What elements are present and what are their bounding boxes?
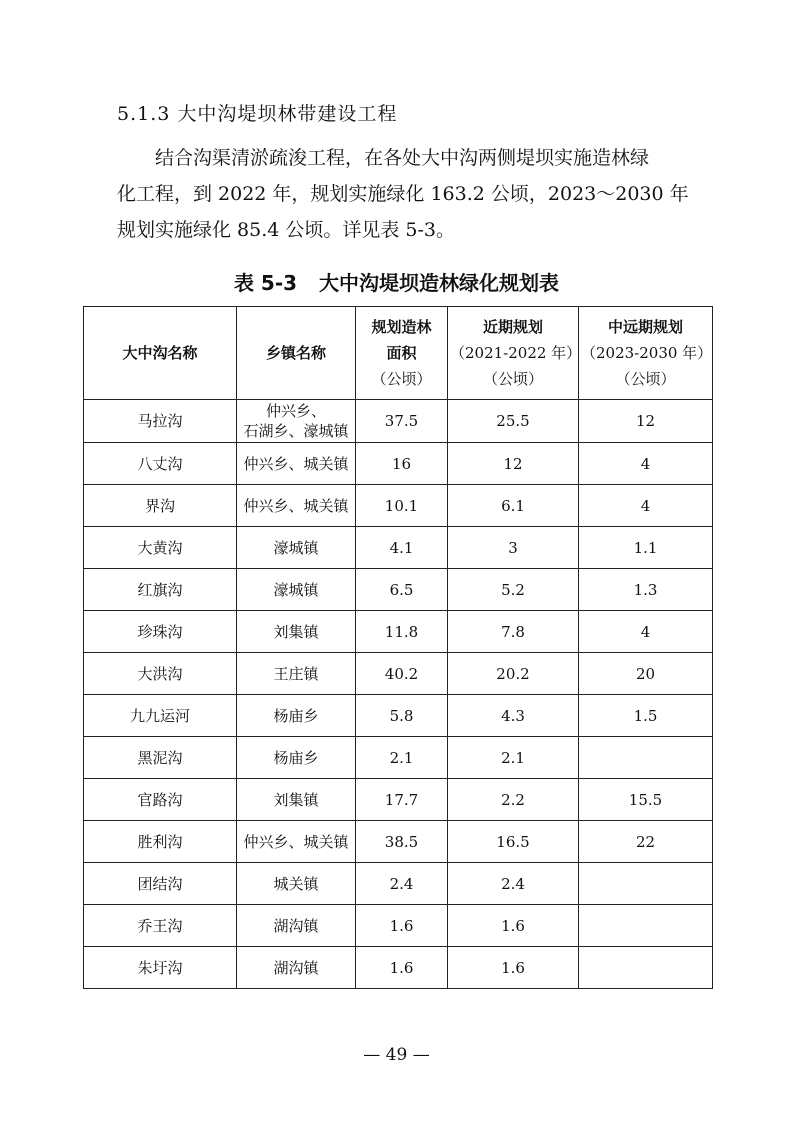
cell-long-term bbox=[579, 947, 713, 989]
paragraph-line: 规划实施绿化 85.4 公顷。详见表 5-3。 bbox=[117, 219, 456, 241]
table-row bbox=[84, 779, 713, 821]
cell-town-name bbox=[237, 611, 356, 653]
cell-long-term: 22 bbox=[579, 821, 713, 863]
cell-near-term: 16.5 bbox=[448, 821, 579, 863]
table-row bbox=[84, 695, 713, 737]
town-line: 湖沟镇 bbox=[273, 916, 319, 935]
cell-near-term: 1.6 bbox=[448, 947, 579, 989]
cell-planned-area: 37.5 bbox=[356, 400, 448, 443]
paragraph-line: 结合沟渠清淤疏浚工程，在各处大中沟两侧堤坝实施造林绿 bbox=[155, 147, 650, 169]
header-line: 中远期规划 bbox=[607, 318, 683, 336]
cell-ditch-name: 团结沟 bbox=[84, 863, 237, 905]
cell-long-term: 1.5 bbox=[579, 695, 713, 737]
cell-planned-area: 10.1 bbox=[356, 485, 448, 527]
cell-town-name bbox=[237, 779, 356, 821]
header-line: （公顷） bbox=[482, 370, 543, 388]
header-town-name: 乡镇名称 bbox=[237, 307, 356, 400]
cell-planned-area: 6.5 bbox=[356, 569, 448, 611]
town-line: 仲兴乡、 bbox=[265, 402, 326, 420]
town-line: 城关镇 bbox=[273, 874, 319, 893]
header-planned-area bbox=[356, 307, 448, 400]
cell-ditch-name: 大洪沟 bbox=[84, 653, 237, 695]
cell-near-term: 2.1 bbox=[448, 737, 579, 779]
cell-planned-area: 40.2 bbox=[356, 653, 448, 695]
cell-town-name bbox=[237, 443, 356, 485]
cell-long-term: 4 bbox=[579, 443, 713, 485]
cell-long-term: 1.1 bbox=[579, 527, 713, 569]
town-line: 刘集镇 bbox=[273, 622, 319, 641]
cell-planned-area: 2.1 bbox=[356, 737, 448, 779]
cell-long-term: 15.5 bbox=[579, 779, 713, 821]
table-row bbox=[84, 821, 713, 863]
cell-planned-area: 38.5 bbox=[356, 821, 448, 863]
cell-long-term bbox=[579, 863, 713, 905]
town-line: 湖沟镇 bbox=[273, 958, 319, 977]
cell-ditch-name: 朱圩沟 bbox=[84, 947, 237, 989]
table-row bbox=[84, 653, 713, 695]
cell-near-term: 12 bbox=[448, 443, 579, 485]
cell-long-term bbox=[579, 737, 713, 779]
cell-town-name bbox=[237, 527, 356, 569]
header-line: 面积 bbox=[386, 344, 417, 362]
cell-ditch-name: 乔王沟 bbox=[84, 905, 237, 947]
table-body bbox=[84, 400, 713, 989]
cell-ditch-name: 黑泥沟 bbox=[84, 737, 237, 779]
cell-near-term: 5.2 bbox=[448, 569, 579, 611]
table-row bbox=[84, 737, 713, 779]
cell-long-term: 4 bbox=[579, 485, 713, 527]
header-line: （公顷） bbox=[371, 370, 432, 388]
table-row bbox=[84, 947, 713, 989]
cell-planned-area: 11.8 bbox=[356, 611, 448, 653]
cell-ditch-name: 马拉沟 bbox=[84, 400, 237, 443]
header-long-term bbox=[579, 307, 713, 400]
table-title: 大中沟堤坝造林绿化规划表 bbox=[319, 271, 560, 295]
cell-near-term: 4.3 bbox=[448, 695, 579, 737]
cell-planned-area: 5.8 bbox=[356, 695, 448, 737]
table-row bbox=[84, 400, 713, 443]
cell-ditch-name: 官路沟 bbox=[84, 779, 237, 821]
cell-ditch-name: 大黄沟 bbox=[84, 527, 237, 569]
cell-town-name bbox=[237, 821, 356, 863]
cell-planned-area: 1.6 bbox=[356, 947, 448, 989]
cell-planned-area: 2.4 bbox=[356, 863, 448, 905]
cell-town-name bbox=[237, 653, 356, 695]
cell-long-term bbox=[579, 905, 713, 947]
cell-ditch-name: 珍珠沟 bbox=[84, 611, 237, 653]
town-line: 刘集镇 bbox=[273, 790, 319, 809]
header-ditch-name: 大中沟名称 bbox=[84, 307, 237, 400]
cell-long-term: 12 bbox=[579, 400, 713, 443]
cell-long-term: 20 bbox=[579, 653, 713, 695]
cell-town-name bbox=[237, 863, 356, 905]
table-row bbox=[84, 443, 713, 485]
cell-town-name bbox=[237, 569, 356, 611]
paragraph-line: 化工程，到 2022 年，规划实施绿化 163.2 公顷，2023～2030 年 bbox=[117, 183, 689, 205]
section-heading: 5.1.3 大中沟堤坝林带建设工程 bbox=[117, 103, 398, 125]
body-paragraph bbox=[117, 140, 697, 248]
header-line: （2021-2022 年） bbox=[450, 344, 582, 362]
cell-town-name bbox=[237, 947, 356, 989]
town-line: 仲兴乡、城关镇 bbox=[243, 454, 349, 473]
cell-near-term: 3 bbox=[448, 527, 579, 569]
town-line: 杨庙乡 bbox=[273, 748, 319, 767]
town-line: 濠城镇 bbox=[273, 580, 319, 599]
table-row bbox=[84, 611, 713, 653]
cell-ditch-name: 八丈沟 bbox=[84, 443, 237, 485]
table-row bbox=[84, 569, 713, 611]
town-line: 杨庙乡 bbox=[273, 706, 319, 725]
table-row bbox=[84, 527, 713, 569]
cell-town-name bbox=[237, 737, 356, 779]
header-line: 规划造林 bbox=[371, 318, 432, 336]
cell-near-term: 25.5 bbox=[448, 400, 579, 443]
town-line: 仲兴乡、城关镇 bbox=[243, 496, 349, 515]
cell-near-term: 7.8 bbox=[448, 611, 579, 653]
cell-near-term: 6.1 bbox=[448, 485, 579, 527]
cell-ditch-name: 九九运河 bbox=[84, 695, 237, 737]
cell-planned-area: 1.6 bbox=[356, 905, 448, 947]
town-line: 濠城镇 bbox=[273, 538, 319, 557]
planning-table bbox=[83, 306, 713, 989]
cell-planned-area: 17.7 bbox=[356, 779, 448, 821]
table-row bbox=[84, 863, 713, 905]
town-line: 仲兴乡、城关镇 bbox=[243, 832, 349, 851]
cell-planned-area: 4.1 bbox=[356, 527, 448, 569]
town-line: 石湖乡、濠城镇 bbox=[243, 422, 349, 440]
cell-planned-area: 16 bbox=[356, 443, 448, 485]
cell-near-term: 2.4 bbox=[448, 863, 579, 905]
header-near-term bbox=[448, 307, 582, 400]
header-line: （公顷） bbox=[615, 370, 676, 388]
table-number: 表 5-3 bbox=[233, 271, 298, 295]
cell-town-name bbox=[237, 485, 356, 527]
header-line: （2023-2030 年） bbox=[581, 344, 713, 362]
table-row bbox=[84, 485, 713, 527]
cell-ditch-name: 红旗沟 bbox=[84, 569, 237, 611]
cell-long-term: 1.3 bbox=[579, 569, 713, 611]
table-row bbox=[84, 905, 713, 947]
cell-town-name bbox=[237, 695, 356, 737]
town-line: 王庄镇 bbox=[273, 664, 319, 683]
cell-town-name bbox=[237, 905, 356, 947]
page-number: — 49 — bbox=[363, 1045, 430, 1065]
cell-ditch-name: 界沟 bbox=[84, 485, 237, 527]
cell-near-term: 20.2 bbox=[448, 653, 579, 695]
cell-near-term: 1.6 bbox=[448, 905, 579, 947]
cell-ditch-name: 胜利沟 bbox=[84, 821, 237, 863]
header-line: 近期规划 bbox=[482, 318, 543, 336]
table-caption bbox=[0, 268, 793, 298]
table-header-row bbox=[84, 307, 713, 400]
cell-town-name bbox=[237, 400, 356, 443]
cell-long-term: 4 bbox=[579, 611, 713, 653]
cell-near-term: 2.2 bbox=[448, 779, 579, 821]
